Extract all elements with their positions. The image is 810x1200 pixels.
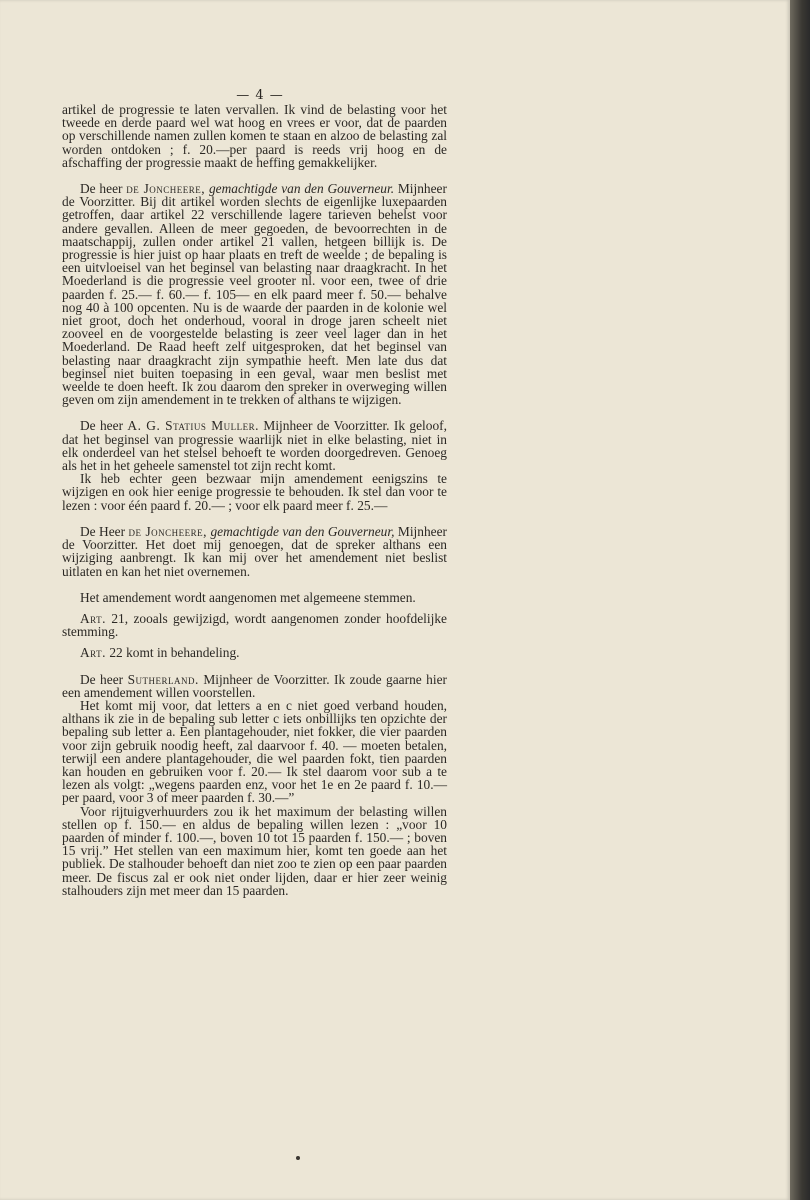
speech: Mijnheer de Voorzitter. Bij dit artikel worden slechts de eigenlijke luxepaarden getroffen, daar artikel 22 verschillende lagere tarieven behelst voor andere gevallen. Alleen de meer gegoeden, de bevoorrechten in de maatschappij, zullen onder artikel 21 vallen, hetgeen billijk is. De progressie is hier juist op haar plaats en treft de weelde ; de bepaling is een uitvloeisel van het beginsel van belasting naar draagkracht. In het Moederland is die progressie veel grooter nl. voor een, twee of drie paarden f. 25.— f. 60.— f. 105— en elk paard meer f. 50.— behalve nog 40 à 100 opcenten. Nu is de waarde der paarden in de kolonie wel niet groot, doch het onderhoud, vooral in droge jaren scheelt niet zooveel en de voorgestelde belasting is zeer veel lager dan in het Moederland. De Raad heeft zelf uitgesproken, dat het beginsel van belasting naar draagkracht zijn sympathie heeft. Men late dus dat beginsel niet buiten toepasing in een geval, waar men beslist met weelde te doen heeft. Ik zou daarom den spreker in overweging willen geven om zijn amendement in te trekken of althans te wijzigen. — [62, 181, 447, 408]
article-label: Art. — [80, 645, 106, 661]
article-text: 21, zooals gewijzigd, wordt aangenomen zonder hoofdelijke stemming. — [62, 610, 447, 640]
page-mark — [296, 1156, 300, 1160]
speaker-name: Sutherland. — [127, 671, 199, 687]
speech: Mijnheer de Voorzitter. Ik zoude gaarne hier een amendement willen voorstellen. — [62, 671, 447, 700]
page-number: — 4 — — [236, 88, 284, 103]
body-text — [62, 103, 447, 897]
speaker-name: de Joncheere, — [128, 523, 208, 539]
paragraph: Het amendement wordt aangenomen met algemeene stemmen. — [80, 589, 416, 605]
speaker-name: A. G. Statius Muller. — [127, 418, 260, 434]
lead: De Heer — [80, 523, 126, 539]
speaker-role: gemachtigde van den Gouverneur, — [210, 523, 395, 539]
paragraph: Ik heb echter geen bezwaar mijn amendement eenigszins te wijzigen en ook hier eenige progressie te behouden. Ik stel dan voor te lezen : voor één paard f. 20.— ; voor elk paard meer f. 25.— — [62, 471, 447, 513]
paragraph — [62, 673, 447, 699]
paragraph: Het komt mij voor, dat letters a en c niet goed verband houden, althans ik zie in de bepaling sub letter c iets onbillijks ten opzichte der bepaling sub letter a. Een plantagehouder, niet fokker, die vier paarden voor zijn gebruik noodig heeft, zal daarvoor f. 40. — moeten betalen, terwijl een andere plantagehouder, die wel paarden fokt, tien paarden kan houden en gebruiken voor f. 20.— Ik stel daarom voor sub a te lezen als volgt: „wegens paarden enz, voor het 1e en 2e paard f. 10.— per paard, voor 3 of meer paarden f. 30.—” — [62, 697, 447, 806]
paragraph — [62, 646, 447, 659]
lead: De heer — [80, 181, 123, 197]
speech: Mijnheer de Voorzitter. Het doet mij genoegen, dat de spreker althans een wijziging aanbrengt. Ik kan mij over het amendement niet beslist uitlaten en kan het niet overnemen. — [62, 523, 448, 579]
lead: De heer — [80, 418, 124, 434]
speech: Mijnheer de Voorzitter. Ik geloof, dat het beginsel van progressie waarlijk niet in elke belasting, niet in elk onderdeel van het stelsel behoeft te worden doorgedreven. Genoeg als het in het geheele samenstel tot zijn recht komt. — [62, 418, 447, 474]
paragraph — [62, 612, 447, 638]
page-edge — [790, 0, 810, 1200]
article-text: 22 komt in behandeling. — [109, 645, 240, 661]
lead: De heer — [80, 671, 124, 687]
paragraph: artikel de progressie te laten vervallen. Ik vind de belasting voor het tweede en derde paard wel wat hoog en vrees er voor, dat de paarden op verschillende namen zullen komen te staan en alzoo de belasting zal worden ontdoken ; f. 20.—per paard is reeds vrij hoog en de afschaffing der progressie maakt de heffing gemakkelijker. — [62, 102, 447, 170]
speaker-name: de Joncheere, — [126, 181, 206, 197]
article-label: Art. — [80, 610, 106, 626]
paragraph — [62, 525, 447, 578]
paragraph — [62, 419, 447, 472]
speaker-role: gemachtigde van den Gouverneur. — [208, 181, 395, 197]
paragraph: Voor rijtuigverhuurders zou ik het maximum der belasting willen stellen op f. 150.— en aldus de bepaling willen lezen : „voor 10 paarden of minder f. 100.—, boven 10 tot 15 paarden f. 150.— ; boven 15 vrij.” Het stellen van een maximum hier, komt ten goede aan het publiek. De stalhouder behoeft dan niet zoo te zien op een paar paarden meer. De fiscus zal er ook niet onder lijden, daar er hier zeer weinig stalhouders zijn met meer dan 15 paarden. — [62, 803, 447, 898]
paragraph — [62, 182, 447, 406]
